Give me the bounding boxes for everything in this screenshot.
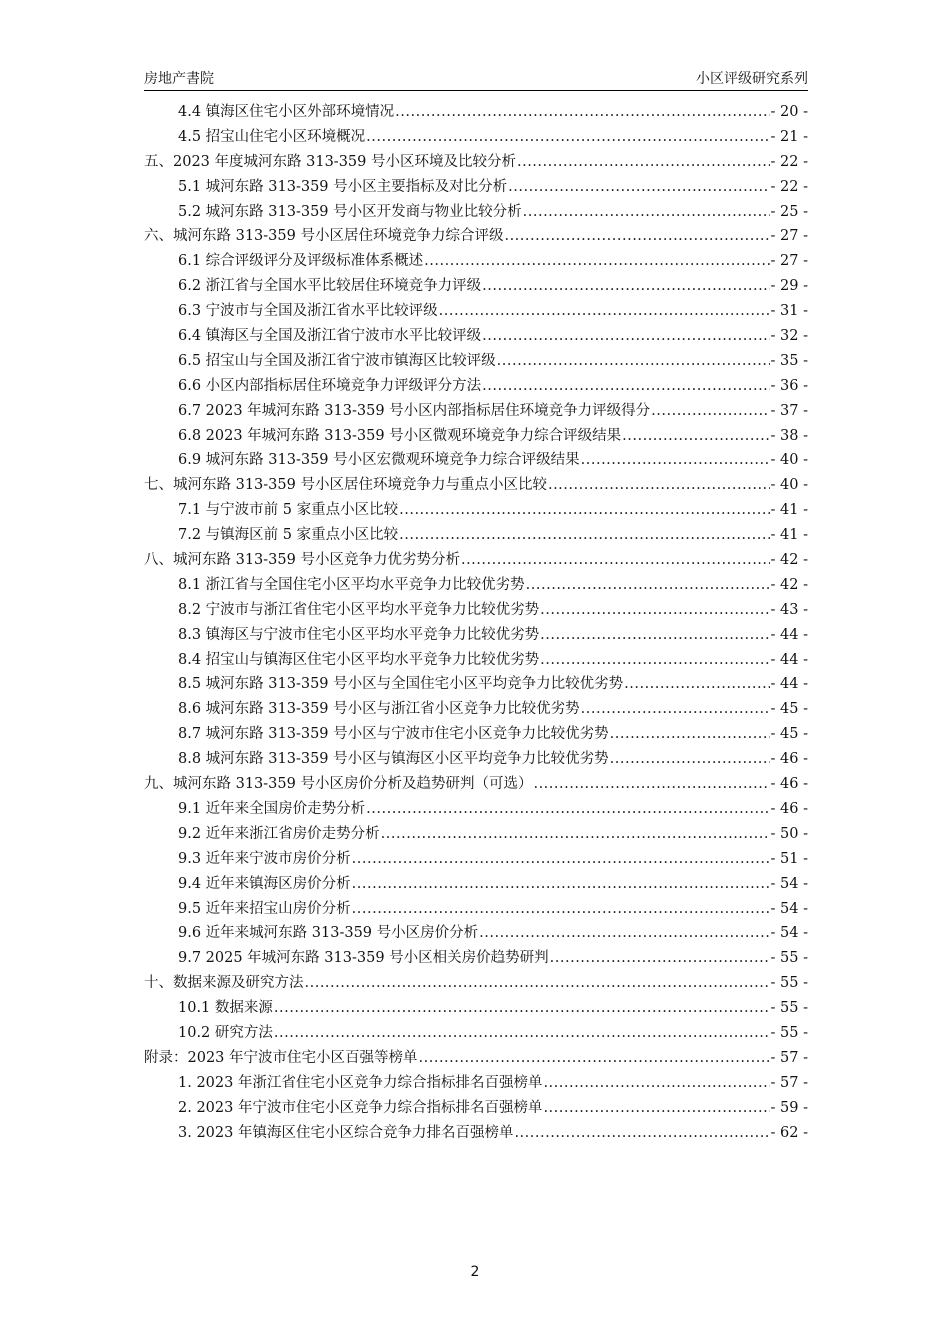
toc-entry-page: - 25 -: [770, 203, 808, 220]
toc-entry[interactable]: [144, 224, 808, 249]
toc-entry-page: - 54 -: [770, 875, 808, 892]
toc-entry[interactable]: [144, 573, 808, 598]
toc-entry[interactable]: [144, 424, 808, 449]
toc-dot-leader: [482, 374, 769, 399]
toc-entry-title: 6.5 招宝山与全国及浙江省宁波市镇海区比较评级: [178, 352, 496, 369]
toc-entry-title: 6.4 镇海区与全国及浙江省宁波市水平比较评级: [178, 328, 482, 345]
toc-entry-title: 9.5 近年来招宝山房价分析: [178, 900, 351, 917]
toc-dot-leader: [352, 897, 770, 922]
toc-dot-leader: [610, 747, 770, 772]
toc-entry-page: - 57 -: [770, 1074, 808, 1091]
toc-entry-title: 9.2 近年来浙江省房价走势分析: [178, 825, 380, 842]
toc-dot-leader: [274, 996, 770, 1021]
toc-entry-title: 8.8 城河东路 313-359 号小区与镇海区小区平均竞争力比较优劣势: [178, 751, 609, 768]
toc-entry-title: 8.2 宁波市与浙江省住宅小区平均水平竞争力比较优劣势: [178, 601, 540, 618]
toc-entry-title: 七、城河东路 313-359 号小区居住环境竞争力与重点小区比较: [144, 477, 547, 494]
toc-entry-page: - 22 -: [770, 178, 808, 195]
toc-dot-leader: [482, 274, 769, 299]
toc-dot-leader: [439, 299, 770, 324]
toc-entry[interactable]: [144, 399, 808, 424]
toc-entry[interactable]: [144, 996, 808, 1021]
toc-entry-page: - 40 -: [770, 452, 808, 469]
toc-entry-title: 九、城河东路 313-359 号小区房价分析及趋势研判（可选）: [144, 776, 533, 793]
toc-entry-page: - 46 -: [770, 776, 808, 793]
toc-dot-leader: [352, 847, 770, 872]
toc-entry-page: - 51 -: [770, 850, 808, 867]
toc-entry[interactable]: [144, 672, 808, 697]
toc-entry[interactable]: [144, 1071, 808, 1096]
page-number: 2: [470, 1264, 480, 1280]
toc-entry[interactable]: [144, 200, 808, 225]
toc-entry[interactable]: [144, 299, 808, 324]
toc-entry[interactable]: [144, 249, 808, 274]
toc-entry-title: 8.1 浙江省与全国住宅小区平均水平竞争力比较优劣势: [178, 576, 525, 593]
toc-dot-leader: [526, 573, 770, 598]
toc-entry-page: - 44 -: [770, 676, 808, 693]
toc-entry-title: 1. 2023 年浙江省住宅小区竞争力综合指标排名百强榜单: [178, 1074, 543, 1091]
toc-entry-page: - 57 -: [770, 1049, 808, 1066]
toc-entry[interactable]: [144, 498, 808, 523]
toc-dot-leader: [523, 200, 770, 225]
page-header: [144, 66, 808, 91]
toc-dot-leader: [540, 598, 769, 623]
toc-entry-title: 8.4 招宝山与镇海区住宅小区平均水平竞争力比较优劣势: [178, 651, 540, 668]
toc-entry-title: 六、城河东路 313-359 号小区居住环境竞争力综合评级: [144, 228, 504, 245]
toc-dot-leader: [610, 722, 770, 747]
toc-entry-title: 3. 2023 年镇海区住宅小区综合竞争力排名百强榜单: [178, 1124, 514, 1141]
toc-entry-page: - 27 -: [770, 228, 808, 245]
toc-entry-page: - 35 -: [770, 352, 808, 369]
toc-entry[interactable]: [144, 598, 808, 623]
toc-entry-title: 6.7 2023 年城河东路 313-359 号小区内部指标居住环境竞争力评级得分: [178, 402, 651, 419]
toc-dot-leader: [533, 772, 769, 797]
toc-entry-page: - 32 -: [770, 328, 808, 345]
toc-entry-page: - 38 -: [770, 427, 808, 444]
toc-entry[interactable]: [144, 448, 808, 473]
toc-entry[interactable]: [144, 946, 808, 971]
header-series-title: 小区评级研究系列: [696, 71, 808, 87]
toc-dot-leader: [305, 971, 770, 996]
toc-entry[interactable]: [144, 648, 808, 673]
toc-dot-leader: [419, 1046, 770, 1071]
toc-entry-page: - 42 -: [770, 576, 808, 593]
toc-entry-page: - 41 -: [770, 527, 808, 544]
toc-entry[interactable]: [144, 349, 808, 374]
toc-entry-title: 9.1 近年来全国房价走势分析: [178, 800, 366, 817]
toc-entry-title: 9.7 2025 年城河东路 313-359 号小区相关房价趋势研判: [178, 950, 549, 967]
toc-entry-title: 8.6 城河东路 313-359 号小区与浙江省小区竞争力比较优劣势: [178, 701, 580, 718]
toc-entry-page: - 44 -: [770, 651, 808, 668]
toc-entry-page: - 43 -: [770, 601, 808, 618]
toc-entry[interactable]: [144, 722, 808, 747]
toc-entry-title: 附录：2023 年宁波市住宅小区百强等榜单: [144, 1049, 418, 1066]
toc-entry[interactable]: [144, 1121, 808, 1146]
toc-entry[interactable]: [144, 473, 808, 498]
toc-entry-title: 9.4 近年来镇海区房价分析: [178, 875, 351, 892]
toc-entry-title: 7.1 与宁波市前 5 家重点小区比较: [178, 502, 399, 519]
toc-dot-leader: [504, 224, 769, 249]
toc-dot-leader: [424, 249, 769, 274]
toc-entry[interactable]: [144, 150, 808, 175]
toc-entry-page: - 40 -: [770, 477, 808, 494]
toc-entry-page: - 22 -: [770, 153, 808, 170]
toc-entry[interactable]: [144, 847, 808, 872]
toc-entry-page: - 59 -: [770, 1099, 808, 1116]
toc-entry-title: 五、2023 年度城河东路 313-359 号小区环境及比较分析: [144, 153, 516, 170]
toc-entry[interactable]: [144, 274, 808, 299]
toc-dot-leader: [274, 1021, 770, 1046]
toc-dot-leader: [381, 822, 770, 847]
toc-entry-page: - 41 -: [770, 502, 808, 519]
toc-entry[interactable]: [144, 797, 808, 822]
toc-dot-leader: [399, 498, 769, 523]
toc-dot-leader: [399, 523, 769, 548]
toc-entry-page: - 62 -: [770, 1124, 808, 1141]
toc-dot-leader: [624, 672, 769, 697]
toc-entry-page: - 21 -: [770, 128, 808, 145]
toc-dot-leader: [514, 1121, 769, 1146]
toc-entry[interactable]: [144, 747, 808, 772]
toc-entry-page: - 42 -: [770, 552, 808, 569]
toc-entry-title: 6.6 小区内部指标居住环境竞争力评级评分方法: [178, 377, 482, 394]
toc-dot-leader: [395, 100, 769, 125]
toc-dot-leader: [540, 648, 769, 673]
toc-entry-page: - 45 -: [770, 726, 808, 743]
toc-entry-page: - 55 -: [770, 1024, 808, 1041]
toc-entry-page: - 20 -: [770, 104, 808, 120]
toc-entry-page: - 45 -: [770, 701, 808, 718]
toc-entry-page: - 54 -: [770, 925, 808, 942]
toc-dot-leader: [482, 324, 769, 349]
toc-entry-title: 6.1 综合评级评分及评级标准体系概述: [178, 253, 424, 270]
toc-entry-title: 6.3 宁波市与全国及浙江省水平比较评级: [178, 303, 438, 320]
toc-entry[interactable]: [144, 697, 808, 722]
toc-entry-page: - 29 -: [770, 278, 808, 295]
toc-entry-page: - 27 -: [770, 253, 808, 270]
toc-dot-leader: [581, 448, 770, 473]
toc-entry[interactable]: [144, 1096, 808, 1121]
toc-entry-page: - 55 -: [770, 950, 808, 967]
table-of-contents: [144, 100, 808, 1145]
toc-entry-page: - 37 -: [770, 402, 808, 419]
toc-entry-title: 10.1 数据来源: [178, 1000, 273, 1017]
toc-entry[interactable]: [144, 772, 808, 797]
toc-entry-title: 9.3 近年来宁波市房价分析: [178, 850, 351, 867]
toc-entry-title: 9.6 近年来城河东路 313-359 号小区房价分析: [178, 925, 479, 942]
toc-entry[interactable]: [144, 623, 808, 648]
toc-entry[interactable]: [144, 1046, 808, 1071]
toc-entry[interactable]: [144, 897, 808, 922]
toc-entry-page: - 50 -: [770, 825, 808, 842]
toc-dot-leader: [497, 349, 770, 374]
toc-entry[interactable]: [144, 548, 808, 573]
toc-entry-title: 2. 2023 年宁波市住宅小区竞争力综合指标排名百强榜单: [178, 1099, 543, 1116]
toc-dot-leader: [548, 473, 770, 498]
toc-dot-leader: [508, 175, 769, 200]
toc-entry-title: 8.7 城河东路 313-359 号小区与宁波市住宅小区竞争力比较优劣势: [178, 726, 609, 743]
toc-dot-leader: [479, 921, 769, 946]
toc-entry[interactable]: [144, 921, 808, 946]
toc-entry-title: 4.5 招宝山住宅小区环境概况: [178, 128, 366, 145]
toc-entry-page: - 44 -: [770, 626, 808, 643]
toc-entry-title: 8.3 镇海区与宁波市住宅小区平均水平竞争力比较优劣势: [178, 626, 540, 643]
toc-entry-page: - 54 -: [770, 900, 808, 917]
toc-entry[interactable]: [144, 1021, 808, 1046]
toc-entry-title: 5.2 城河东路 313-359 号小区开发商与物业比较分析: [178, 203, 522, 220]
toc-entry[interactable]: [144, 523, 808, 548]
toc-entry-title: 7.2 与镇海区前 5 家重点小区比较: [178, 527, 399, 544]
toc-dot-leader: [550, 946, 770, 971]
toc-entry-title: 5.1 城河东路 313-359 号小区主要指标及对比分析: [178, 178, 508, 195]
toc-dot-leader: [517, 150, 770, 175]
toc-entry-page: - 55 -: [770, 975, 808, 992]
toc-dot-leader: [651, 399, 769, 424]
toc-entry-page: - 46 -: [770, 800, 808, 817]
toc-entry[interactable]: [144, 822, 808, 847]
toc-entry[interactable]: [144, 971, 808, 996]
toc-dot-leader: [461, 548, 770, 573]
toc-entry-title: 8.5 城河东路 313-359 号小区与全国住宅小区平均竞争力比较优劣势: [178, 676, 624, 693]
toc-entry-title: 6.2 浙江省与全国水平比较居住环境竞争力评级: [178, 278, 482, 295]
toc-entry[interactable]: [144, 324, 808, 349]
toc-entry-title: 八、城河东路 313-359 号小区竞争力优劣势分析: [144, 552, 460, 569]
toc-entry[interactable]: [144, 374, 808, 399]
toc-entry-title: 4.4 镇海区住宅小区外部环境情况: [178, 104, 395, 120]
toc-entry-page: - 36 -: [770, 377, 808, 394]
toc-dot-leader: [543, 1096, 769, 1121]
toc-entry-title: 10.2 研究方法: [178, 1024, 273, 1041]
toc-entry-title: 6.9 城河东路 313-359 号小区宏微观环境竞争力综合评级结果: [178, 452, 580, 469]
toc-dot-leader: [366, 797, 769, 822]
toc-entry[interactable]: [144, 175, 808, 200]
toc-entry-title: 6.8 2023 年城河东路 313-359 号小区微观环境竞争力综合评级结果: [178, 427, 622, 444]
toc-dot-leader: [366, 125, 769, 150]
toc-entry[interactable]: [144, 872, 808, 897]
header-publisher: 房地产書院: [144, 71, 214, 87]
toc-entry-title: 十、数据来源及研究方法: [144, 975, 304, 992]
toc-dot-leader: [540, 623, 769, 648]
toc-entry-page: - 31 -: [770, 303, 808, 320]
toc-dot-leader: [543, 1071, 769, 1096]
toc-entry[interactable]: [144, 100, 808, 125]
toc-dot-leader: [352, 872, 770, 897]
toc-dot-leader: [581, 697, 770, 722]
toc-entry-page: - 46 -: [770, 751, 808, 768]
toc-entry[interactable]: [144, 125, 808, 150]
toc-dot-leader: [622, 424, 769, 449]
toc-entry-page: - 55 -: [770, 1000, 808, 1017]
